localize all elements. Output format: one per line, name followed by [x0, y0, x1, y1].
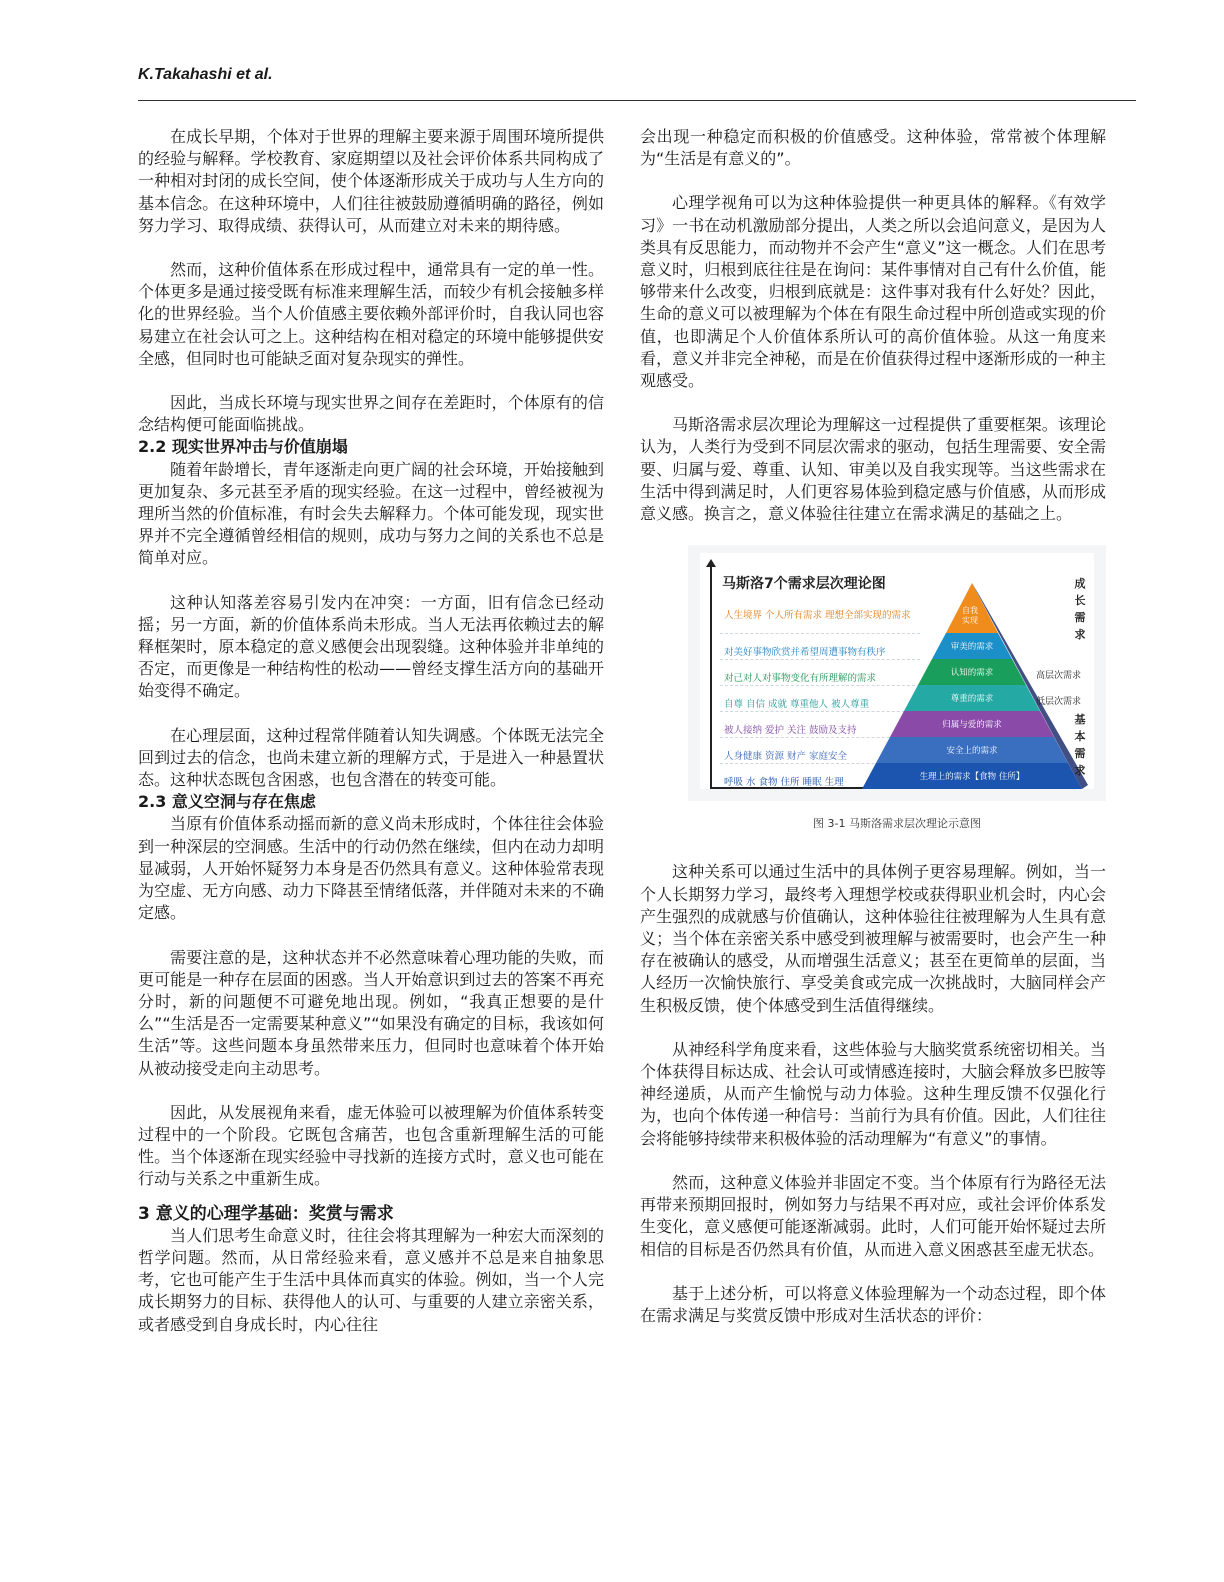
need-description: 对美好事物欣赏并希望周遭事物有秩序: [724, 647, 886, 659]
figure-title: 马斯洛7个需求层次理论图: [722, 576, 886, 593]
need-description: 人身健康 资源 财产 家庭安全: [724, 751, 848, 763]
vertical-char: 成: [1074, 577, 1086, 591]
paragraph: 在心理层面，这种过程常伴随着认知失调感。个体既无法完全回到过去的信念，也尚未建立新的理解方式，于是进入一种悬置状态。这种状态既包含困惑，也包含潜在的转变可能。: [138, 725, 604, 790]
need-description: 被人接纳 爱护 关注 鼓励及支持: [724, 725, 857, 737]
need-description: 自尊 自信 成就 尊重他人 被人尊重: [724, 699, 870, 711]
pyramid-label-self-b: 实现: [962, 616, 978, 626]
section-heading-2-2: 2.2 现实世界冲击与价值崩塌: [138, 437, 348, 457]
vertical-char: 需: [1074, 747, 1086, 761]
paragraph: 随着年龄增长，青年逐渐走向更广阔的社会环境，开始接触到更加复杂、多元甚至矛盾的现实经验。在这一过程中，曾经被视为理所当然的价值标准，有时会失去解释力。个体可能发现，现实世界并不完全遵循曾经相信的规则，成功与努力之间的关系也不总是简单对应。: [138, 459, 604, 568]
left-column: [138, 126, 604, 1336]
paragraph: 这种认知落差容易引发内在冲突：一方面，旧有信念已经动摇；另一方面，新的价值体系尚未形成。当人无法再依赖过去的解释框架时，原本稳定的意义感便会出现裂缝。这种体验并非单纯的否定，而更像是一种结构性的松动——曾经支撑生活方向的基础开始变得不确定。: [138, 592, 604, 701]
vertical-char: 本: [1074, 730, 1086, 744]
pyramid-label: 安全上的需求: [946, 746, 998, 757]
maslow-figure: [688, 545, 1106, 801]
section-heading-3: 3 意义的心理学基础：奖赏与需求: [138, 1203, 394, 1224]
paragraph: 因此，从发展视角来看，虚无体验可以被理解为价值体系转变过程中的一个阶段。它既包含痛苦，也包含重新理解生活的可能性。当个体逐渐在现实经验中寻找新的连接方式时，意义也可能在行动与关系之中重新生成。: [138, 1102, 604, 1189]
paragraph: 然而，这种价值体系在形成过程中，通常具有一定的单一性。个体更多是通过接受既有标准来理解生活，而较少有机会接触多样化的世界经验。当个人价值感主要依赖外部评价时，自我认同也容易建立在社会认可之上。这种结构在相对稳定的环境中能够提供安全感，但同时也可能缺乏面对复杂现实的弹性。: [138, 260, 604, 368]
paragraph: 在成长早期，个体对于世界的理解主要来源于周围环境所提供的经验与解释。学校教育、家庭期望以及社会评价体系共同构成了一种相对封闭的成长空间，使个体逐渐形成关于成功与人生方向的基本信念。在这种环境中，人们往往被鼓励遵循明确的路径，例如努力学习、取得成绩、获得认可，从而建立对未来的期待感。: [138, 127, 604, 235]
vertical-char: 求: [1074, 764, 1086, 778]
pyramid-label: 审美的需求: [950, 642, 994, 653]
paragraph: 然而，这种意义体验并非固定不变。当个体原有行为路径无法再带来预期回报时，例如努力与结果不再对应，或社会评价体系发生变化，意义感便可能逐渐减弱。此时，人们可能开始怀疑过去所相信的目标是否仍然具有价值，从而进入意义困惑甚至虚无状态。: [640, 1172, 1106, 1259]
vertical-char: 基: [1074, 713, 1086, 727]
maslow-figure-canvas: [700, 553, 1094, 789]
vertical-char: 求: [1074, 628, 1086, 642]
pyramid-label: 生理上的需求【食物 住所】: [919, 772, 1025, 783]
running-header-author: K.Takahashi et al.: [138, 66, 273, 83]
paragraph: 需要注意的是，这种状态并不必然意味着心理功能的失败，而更可能是一种存在层面的困惑。当人开始意识到过去的答案不再充分时，新的问题便不可避免地出现。例如，“我真正想要的是什么”“生活是否一定需要某种意义”“如果没有确定的目标，我该如何生活”等。这些问题本身虽然带来压力，但同时也意味着个体开始从被动接受走向主动思考。: [138, 947, 604, 1078]
paragraph: 马斯洛需求层次理论为理解这一过程提供了重要框架。该理论认为，人类行为受到不同层次需求的驱动，包括生理需要、安全需要、归属与爱、尊重、认知、审美以及自我实现等。当这些需求在生活中得到满足时，人们更容易体验到稳定感与价值感，从而形成意义感。换言之，意义体验往往建立在需求满足的基础之上。: [640, 415, 1106, 524]
growth-needs-label: [1074, 575, 1086, 643]
paragraph: 基于上述分析，可以将意义体验理解为一个动态过程，即个体在需求满足与奖赏反馈中形成对生活状态的评价：: [640, 1283, 1106, 1325]
paragraph: 心理学视角可以为这种体验提供一种更具体的解释。《有效学习》一书在动机激励部分提出，人类之所以会追问意义，是因为人类具有反思能力，而动物并不会产生“意义”这一概念。人们在思考意义时，归根到底往往是在询问：某件事情对自己有什么价值，能够带来什么改变，归根到底就是：这件事对我有什么好处？因此，生命的意义可以被理解为个体在有限生命过程中所创造或实现的价值，也即满足个人价值体系所认可的高价值体验。从这一角度来看，意义并非完全神秘，而是在价值获得过程中逐渐形成的一种主观感受。: [640, 193, 1106, 391]
header-rule: [138, 100, 1136, 101]
right-column: [640, 126, 1106, 1327]
pyramid-label: 认知的需求: [950, 668, 994, 679]
paragraph: 会出现一种稳定而积极的价值感受。这种体验，常常被个体理解为“生活是有意义的”。: [640, 127, 1106, 169]
figure-caption: 图 3-1 马斯洛需求层次理论示意图: [813, 817, 981, 831]
paragraph: 这种关系可以通过生活中的具体例子更容易理解。例如，当一个人长期努力学习，最终考入理想学校或获得职业机会时，内心会产生强烈的成就感与价值确认，这种体验往往被理解为人生具有意义；当个体在亲密关系中感受到被理解与被需要时，也会产生一种存在被确认的感受，从而增强生活意义；甚至在更简单的层面，当人经历一次愉快旅行、享受美食或完成一次挑战时，大脑同样会产生积极反馈，使个体感受到生活值得继续。: [640, 862, 1106, 1015]
need-description: 呼吸 水 食物 住所 睡眠 生理: [724, 777, 844, 789]
pyramid-label: 归属与爱的需求: [942, 720, 1002, 731]
vertical-char: 需: [1074, 611, 1086, 625]
pyramid-label-self-a: 自我: [962, 606, 978, 616]
need-description: 人生境界 个人所有需求 理想全部实现的需求: [724, 610, 911, 622]
section-heading-2-3: 2.3 意义空洞与存在焦虑: [138, 792, 316, 812]
basic-needs-label: [1074, 711, 1086, 779]
paragraph: 当原有价值体系动摇而新的意义尚未形成时，个体往往会体验到一种深层的空洞感。生活中的行动仍然在继续，但内在动力却明显减弱，人开始怀疑努力本身是否仍然具有意义。这种体验常表现为空虚、无方向感、动力下降甚至情绪低落，并伴随对未来的不确定感。: [138, 814, 604, 923]
low-level-needs-label: 低层次需求: [1036, 697, 1082, 708]
pyramid: [700, 553, 1094, 789]
paragraph: 从神经科学角度来看，这些体验与大脑奖赏系统密切相关。当个体获得目标达成、社会认可或情感连接时，大脑会释放多巴胺等神经递质，从而产生愉悦与动力体验。这种生理反馈不仅强化行为，也向个体传递一种信号：当前行为具有价值。因此，人们往往会将能够持续带来积极体验的活动理解为“有意义”的事情。: [640, 1039, 1106, 1148]
paragraph: 因此，当成长环境与现实世界之间存在差距时，个体原有的信念结构便可能面临挑战。: [138, 393, 604, 435]
pyramid-label: 尊重的需求: [950, 694, 994, 705]
need-description: 对己对人对事物变化有所理解的需求: [724, 673, 877, 685]
vertical-char: 长: [1074, 594, 1086, 608]
paragraph: 当人们思考生命意义时，往往会将其理解为一种宏大而深刻的哲学问题。然而，从日常经验来看，意义感并不总是来自抽象思考，它也可能产生于生活中具体而真实的体验。例如，当一个人完成长期努力的目标、获得他人的认可、与重要的人建立亲密关系，或者感受到自身成长时，内心往往: [138, 1225, 604, 1334]
high-level-needs-label: 高层次需求: [1036, 671, 1082, 682]
